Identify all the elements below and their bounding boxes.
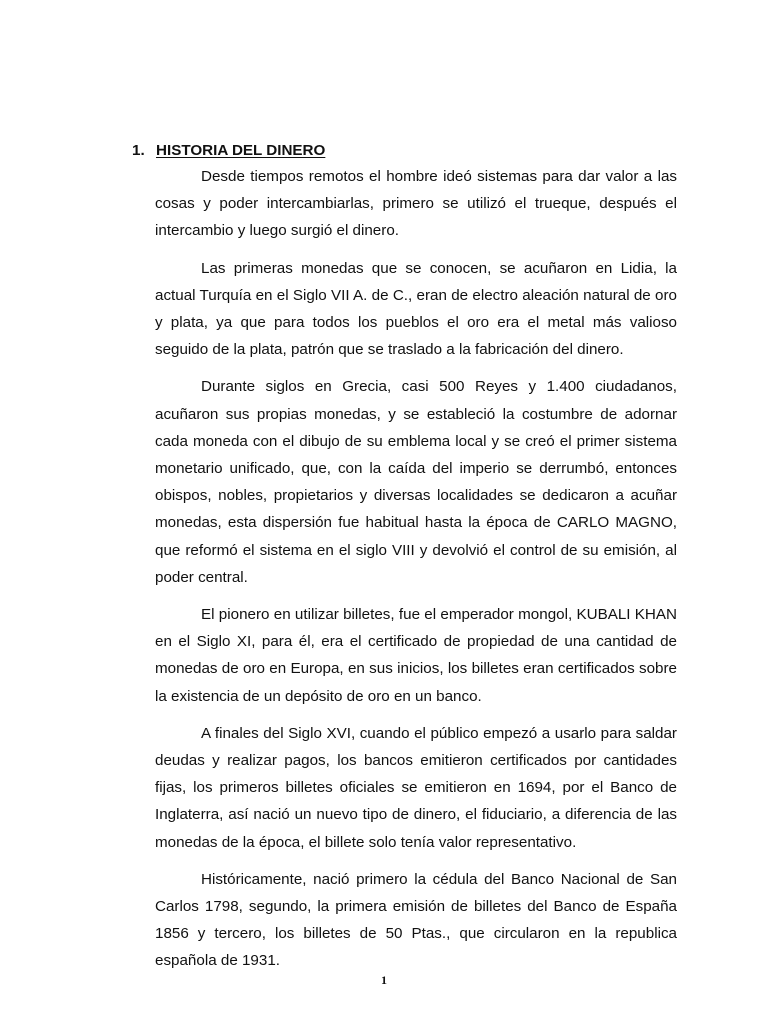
paragraph: Las primeras monedas que se conocen, se acuñaron en Lidia, la actual Turquía en el Siglo VII A. de C., eran de electro aleación natural de oro y plata, ya que para todos los pueblos el oro era el metal más valioso seguido de la plata, patrón que se traslado a la fabricación del dinero. (155, 259, 677, 359)
page-number: 1 (381, 973, 387, 987)
section-number: 1. (132, 142, 145, 159)
body-text (155, 163, 677, 985)
paragraph: Durante siglos en Grecia, casi 500 Reyes y 1.400 ciudadanos, acuñaron sus propias monedas, y se estableció la costumbre de adornar cada moneda con el dibujo de su emblema local y se creó el primer sistema monetario unificado, que, con la caída del imperio se derrumbó, entonces obispos, nobles, propietarios y diversas localidades se dedicaron a acuñar monedas, esta dispersión fue habitual hasta la época de CARLO MAGNO, que reformó el sistema en el siglo VIII y devolvió el control de su emisión, al poder central. (155, 378, 677, 586)
paragraph: A finales del Siglo XVI, cuando el público empezó a usarlo para saldar deudas y realizar pagos, los bancos emitieron certificados por cantidades fijas, los primeros billetes oficiales se emitieron en 1694, por el Banco de Inglaterra, así nació un nuevo tipo de dinero, el fiduciario, a diferencia de las monedas de la época, el billete solo tenía valor representativo. (155, 724, 677, 851)
paragraph: El pionero en utilizar billetes, fue el emperador mongol, KUBALI KHAN en el Siglo XI, para él, era el certificado de propiedad de una cantidad de monedas de oro en Europa, en sus inicios, los billetes eran certificados sobre la existencia de un depósito de oro en un banco. (155, 606, 677, 705)
section-heading (132, 141, 325, 161)
paragraph: Históricamente, nació primero la cédula del Banco Nacional de San Carlos 1798, segundo, la primera emisión de billetes del Banco de España 1856 y tercero, los billetes de 50 Ptas., que circularon en la republica española de 1931. (155, 870, 677, 970)
section-title: HISTORIA DEL DINERO (156, 142, 326, 159)
paragraph: Desde tiempos remotos el hombre ideó sistemas para dar valor a las cosas y poder intercambiarlas, primero se utilizó el trueque, después el intercambio y luego surgió el dinero. (155, 168, 677, 240)
